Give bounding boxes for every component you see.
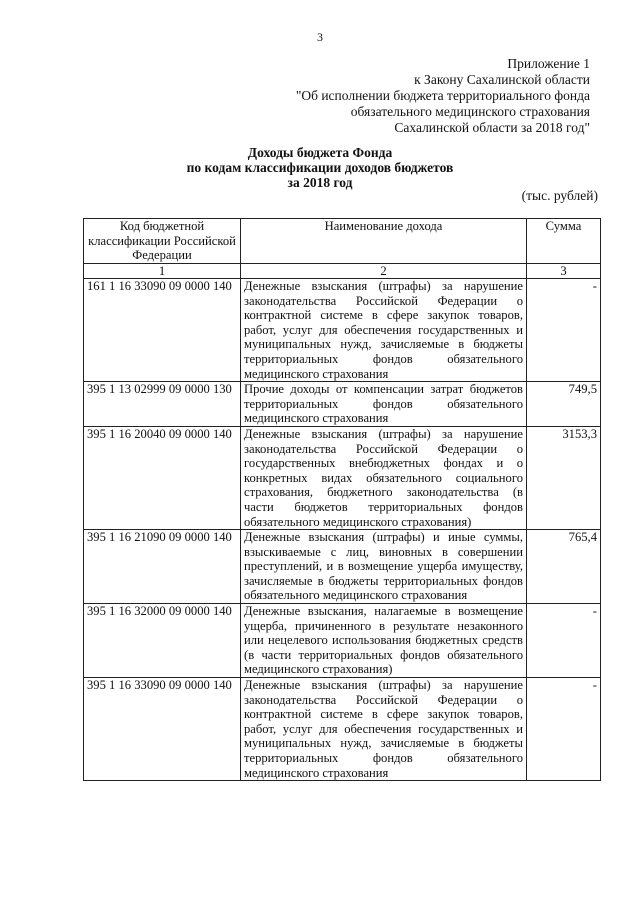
appendix-line-4: обязательного медицинского страхования: [350, 104, 590, 119]
row-sum: 749,5: [527, 382, 601, 427]
table-row: [84, 678, 601, 781]
table-row: [84, 382, 601, 427]
row-name: Прочие доходы от компенсации затрат бюджетов территориальных фондов обязательного медицинского страхования: [241, 382, 527, 427]
row-name: Денежные взыскания (штрафы) за нарушение законодательства Российской Федерации о государственных внебюджетных фондах и о конкретных видах обязательного социального страхования, бюджетного законодательства (в части бюджетов территориальных фондов обязательного медицинского страхования): [241, 426, 527, 529]
appendix-header: [296, 56, 590, 136]
row-sum: -: [527, 604, 601, 678]
row-code: 395 1 16 20040 09 0000 140: [84, 426, 241, 529]
header-code: Код бюджетной классификации Российской Федерации: [84, 219, 241, 264]
row-name: Денежные взыскания (штрафы) и иные суммы, взыскиваемые с лиц, виновных в совершении преступлений, и в возмещение ущерба имуществу, зачисляемые в бюджеты территориальных фондов обязательного медицинского страхования: [241, 530, 527, 604]
column-number: 3: [527, 264, 601, 279]
title-line-2: по кодам классификации доходов бюджетов: [186, 160, 454, 175]
table-row: [84, 426, 601, 529]
header-name: Наименование дохода: [241, 219, 527, 264]
table-header-row: [84, 219, 601, 264]
row-sum: -: [527, 678, 601, 781]
column-number-row: [84, 264, 601, 279]
table-row: [84, 279, 601, 382]
appendix-line-1: Приложение 1: [507, 56, 590, 71]
header-sum: Сумма: [527, 219, 601, 264]
row-name: Денежные взыскания (штрафы) за нарушение законодательства Российской Федерации о контрактной системе в сфере закупок товаров, работ, услуг для обеспечения государственных и муниципальных нужд, зачисляемые в бюджеты территориальных фондов обязательного медицинского страхования: [241, 279, 527, 382]
row-sum: 765,4: [527, 530, 601, 604]
column-number: 1: [84, 264, 241, 279]
row-code: 395 1 16 21090 09 0000 140: [84, 530, 241, 604]
table-row: [84, 530, 601, 604]
appendix-line-2: к Закону Сахалинской области: [414, 72, 590, 87]
revenue-table: [83, 218, 601, 781]
table-row: [84, 604, 601, 678]
column-number: 2: [241, 264, 527, 279]
row-code: 161 1 16 33090 09 0000 140: [84, 279, 241, 382]
row-code: 395 1 16 33090 09 0000 140: [84, 678, 241, 781]
row-sum: -: [527, 279, 601, 382]
title-line-3: за 2018 год: [287, 175, 353, 190]
row-name: Денежные взыскания (штрафы) за нарушение законодательства Российской Федерации о контрактной системе в сфере закупок товаров, работ, услуг для обеспечения государственных и муниципальных нужд, зачисляемые в бюджеты территориальных фондов обязательного медицинского страхования: [241, 678, 527, 781]
page-number: 3: [317, 30, 323, 44]
units-label: (тыс. рублей): [521, 188, 598, 203]
title-line-1: Доходы бюджета Фонда: [247, 145, 393, 160]
row-code: 395 1 13 02999 09 0000 130: [84, 382, 241, 427]
row-code: 395 1 16 32000 09 0000 140: [84, 604, 241, 678]
row-name: Денежные взыскания, налагаемые в возмещение ущерба, причиненного в результате незаконного или нецелевого использования бюджетных средств (в части территориальных фондов обязательного медицинского страхования): [241, 604, 527, 678]
appendix-line-5: Сахалинской области за 2018 год": [394, 120, 590, 135]
document-title: [0, 145, 640, 190]
appendix-line-3: "Об исполнении бюджета территориального фонда: [295, 88, 590, 103]
row-sum: 3153,3: [527, 426, 601, 529]
